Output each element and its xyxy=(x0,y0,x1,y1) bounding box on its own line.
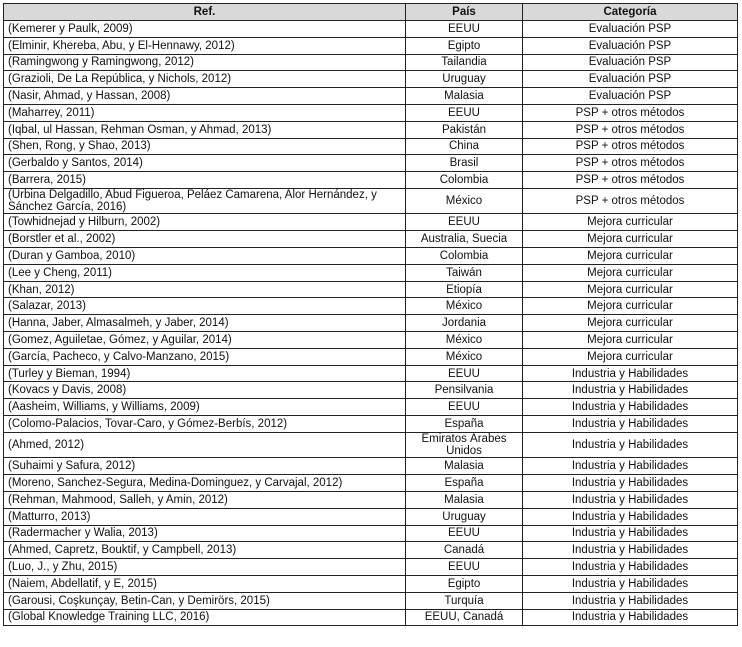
country-cell: México xyxy=(406,348,523,365)
table-row xyxy=(4,592,738,609)
ref-cell: (Radermacher y Walia, 2013) xyxy=(4,525,406,542)
category-cell: Mejora curricular xyxy=(523,231,738,248)
table-row xyxy=(4,264,738,281)
country-cell: Pakistán xyxy=(406,121,523,138)
ref-cell: (Suhaimi y Safura, 2012) xyxy=(4,458,406,475)
ref-cell: (Garousi, Coşkunçay, Betin-Can, y Demirörs, 2015) xyxy=(4,592,406,609)
ref-cell: (Gomez, Aguiletae, Gómez, y Aguilar, 2014) xyxy=(4,332,406,349)
ref-cell: (Global Knowledge Training LLC, 2016) xyxy=(4,609,406,626)
ref-cell: (Colomo-Palacios, Tovar-Caro, y Gómez-Berbís, 2012) xyxy=(4,416,406,433)
category-cell: PSP + otros métodos xyxy=(523,138,738,155)
ref-cell: (Shen, Rong, y Shao, 2013) xyxy=(4,138,406,155)
table-row xyxy=(4,399,738,416)
category-cell: Industria y Habilidades xyxy=(523,365,738,382)
table-body xyxy=(4,21,738,626)
header-categoria: Categoría xyxy=(523,4,738,21)
table-row xyxy=(4,432,738,458)
table-row xyxy=(4,21,738,38)
country-cell: España xyxy=(406,475,523,492)
category-cell: Evaluación PSP xyxy=(523,88,738,105)
ref-cell: (Duran y Gamboa, 2010) xyxy=(4,248,406,265)
country-cell: EEUU xyxy=(406,214,523,231)
ref-cell: (Gerbaldo y Santos, 2014) xyxy=(4,155,406,172)
country-cell: Uruguay xyxy=(406,508,523,525)
table-row xyxy=(4,491,738,508)
country-cell: Turquía xyxy=(406,592,523,609)
category-cell: Industria y Habilidades xyxy=(523,542,738,559)
category-cell: Industria y Habilidades xyxy=(523,432,738,458)
table-row xyxy=(4,525,738,542)
table-row xyxy=(4,508,738,525)
table-row xyxy=(4,248,738,265)
ref-cell: (Lee y Cheng, 2011) xyxy=(4,264,406,281)
ref-cell: (García, Pacheco, y Calvo-Manzano, 2015) xyxy=(4,348,406,365)
country-cell: EEUU xyxy=(406,21,523,38)
table-row xyxy=(4,71,738,88)
ref-cell: (Luo, J., y Zhu, 2015) xyxy=(4,559,406,576)
table-row xyxy=(4,37,738,54)
header-pais: País xyxy=(406,4,523,21)
ref-cell: (Naiem, Abdellatif, y E, 2015) xyxy=(4,575,406,592)
ref-cell: (Khan, 2012) xyxy=(4,281,406,298)
country-cell: EEUU xyxy=(406,104,523,121)
ref-cell: (Iqbal, ul Hassan, Rehman Osman, y Ahmad, 2013) xyxy=(4,121,406,138)
country-cell: Malasia xyxy=(406,491,523,508)
category-cell: Evaluación PSP xyxy=(523,37,738,54)
table-row xyxy=(4,416,738,433)
table-row xyxy=(4,281,738,298)
country-cell: Uruguay xyxy=(406,71,523,88)
category-cell: PSP + otros métodos xyxy=(523,172,738,189)
category-cell: PSP + otros métodos xyxy=(523,104,738,121)
table-row xyxy=(4,188,738,214)
country-cell: Emiratos Árabes Unidos xyxy=(406,432,523,458)
country-cell: EEUU xyxy=(406,365,523,382)
category-cell: Mejora curricular xyxy=(523,298,738,315)
category-cell: Industria y Habilidades xyxy=(523,575,738,592)
category-cell: PSP + otros métodos xyxy=(523,121,738,138)
table-row xyxy=(4,88,738,105)
ref-cell: (Kovacs y Davis, 2008) xyxy=(4,382,406,399)
ref-cell: (Nasir, Ahmad, y Hassan, 2008) xyxy=(4,88,406,105)
ref-cell: (Ahmed, Capretz, Bouktif, y Campbell, 2013) xyxy=(4,542,406,559)
table-row xyxy=(4,54,738,71)
table-row xyxy=(4,298,738,315)
header-row xyxy=(4,4,738,21)
table-row xyxy=(4,475,738,492)
country-cell: EEUU xyxy=(406,559,523,576)
category-cell: Mejora curricular xyxy=(523,348,738,365)
category-cell: Industria y Habilidades xyxy=(523,382,738,399)
category-cell: Industria y Habilidades xyxy=(523,458,738,475)
country-cell: EEUU, Canadá xyxy=(406,609,523,626)
ref-cell: (Moreno, Sanchez-Segura, Medina-Dominguez, y Carvajal, 2012) xyxy=(4,475,406,492)
country-cell: EEUU xyxy=(406,525,523,542)
category-cell: Mejora curricular xyxy=(523,248,738,265)
category-cell: Industria y Habilidades xyxy=(523,491,738,508)
ref-cell: (Aasheim, Williams, y Williams, 2009) xyxy=(4,399,406,416)
country-cell: Etiopía xyxy=(406,281,523,298)
category-cell: Mejora curricular xyxy=(523,315,738,332)
category-cell: Industria y Habilidades xyxy=(523,592,738,609)
table-row xyxy=(4,559,738,576)
ref-cell: (Grazioli, De La República, y Nichols, 2012) xyxy=(4,71,406,88)
ref-cell: (Ahmed, 2012) xyxy=(4,432,406,458)
category-cell: Mejora curricular xyxy=(523,281,738,298)
category-cell: Industria y Habilidades xyxy=(523,399,738,416)
category-cell: Evaluación PSP xyxy=(523,71,738,88)
country-cell: Egipto xyxy=(406,37,523,54)
table-row xyxy=(4,172,738,189)
country-cell: México xyxy=(406,332,523,349)
table-row xyxy=(4,155,738,172)
category-cell: PSP + otros métodos xyxy=(523,188,738,214)
country-cell: México xyxy=(406,298,523,315)
category-cell: Mejora curricular xyxy=(523,332,738,349)
table-row xyxy=(4,575,738,592)
category-cell: Industria y Habilidades xyxy=(523,525,738,542)
table-row xyxy=(4,458,738,475)
country-cell: Brasil xyxy=(406,155,523,172)
ref-cell: (Kemerer y Paulk, 2009) xyxy=(4,21,406,38)
country-cell: China xyxy=(406,138,523,155)
table-row xyxy=(4,315,738,332)
ref-cell: (Ramingwong y Ramingwong, 2012) xyxy=(4,54,406,71)
country-cell: Tailandia xyxy=(406,54,523,71)
category-cell: Mejora curricular xyxy=(523,264,738,281)
category-cell: Industria y Habilidades xyxy=(523,559,738,576)
ref-cell: (Hanna, Jaber, Almasalmeh, y Jaber, 2014) xyxy=(4,315,406,332)
ref-cell: (Rehman, Mahmood, Salleh, y Amin, 2012) xyxy=(4,491,406,508)
country-cell: Colombia xyxy=(406,248,523,265)
ref-cell: (Turley y Bieman, 1994) xyxy=(4,365,406,382)
category-cell: Industria y Habilidades xyxy=(523,475,738,492)
country-cell: Colombia xyxy=(406,172,523,189)
category-cell: Industria y Habilidades xyxy=(523,416,738,433)
country-cell: Jordania xyxy=(406,315,523,332)
country-cell: Canadá xyxy=(406,542,523,559)
ref-cell: (Maharrey, 2011) xyxy=(4,104,406,121)
table-row xyxy=(4,382,738,399)
country-cell: México xyxy=(406,188,523,214)
country-cell: Australia, Suecia xyxy=(406,231,523,248)
table-row xyxy=(4,609,738,626)
category-cell: PSP + otros métodos xyxy=(523,155,738,172)
country-cell: Taiwán xyxy=(406,264,523,281)
country-cell: Malasia xyxy=(406,458,523,475)
country-cell: Malasia xyxy=(406,88,523,105)
category-cell: Industria y Habilidades xyxy=(523,508,738,525)
category-cell: Evaluación PSP xyxy=(523,21,738,38)
category-cell: Mejora curricular xyxy=(523,214,738,231)
table-row xyxy=(4,231,738,248)
table-row xyxy=(4,104,738,121)
table-row xyxy=(4,138,738,155)
table-row xyxy=(4,214,738,231)
country-cell: España xyxy=(406,416,523,433)
country-cell: EEUU xyxy=(406,399,523,416)
table-row xyxy=(4,121,738,138)
ref-cell: (Matturro, 2013) xyxy=(4,508,406,525)
country-cell: Pensilvania xyxy=(406,382,523,399)
category-cell: Industria y Habilidades xyxy=(523,609,738,626)
ref-cell: (Salazar, 2013) xyxy=(4,298,406,315)
ref-cell: (Borstler et al., 2002) xyxy=(4,231,406,248)
header-ref: Ref. xyxy=(4,4,406,21)
ref-cell: (Barrera, 2015) xyxy=(4,172,406,189)
table-row xyxy=(4,348,738,365)
country-cell: Egipto xyxy=(406,575,523,592)
ref-cell: (Elminir, Khereba, Abu, y El-Hennawy, 2012) xyxy=(4,37,406,54)
ref-cell: (Towhidnejad y Hilburn, 2002) xyxy=(4,214,406,231)
table-row xyxy=(4,332,738,349)
table-row xyxy=(4,542,738,559)
references-table xyxy=(3,3,738,626)
category-cell: Evaluación PSP xyxy=(523,54,738,71)
table-row xyxy=(4,365,738,382)
ref-cell: (Urbina Delgadillo, Abud Figueroa, Peláez Camarena, Alor Hernández, y Sánchez García, 2016) xyxy=(4,188,406,214)
